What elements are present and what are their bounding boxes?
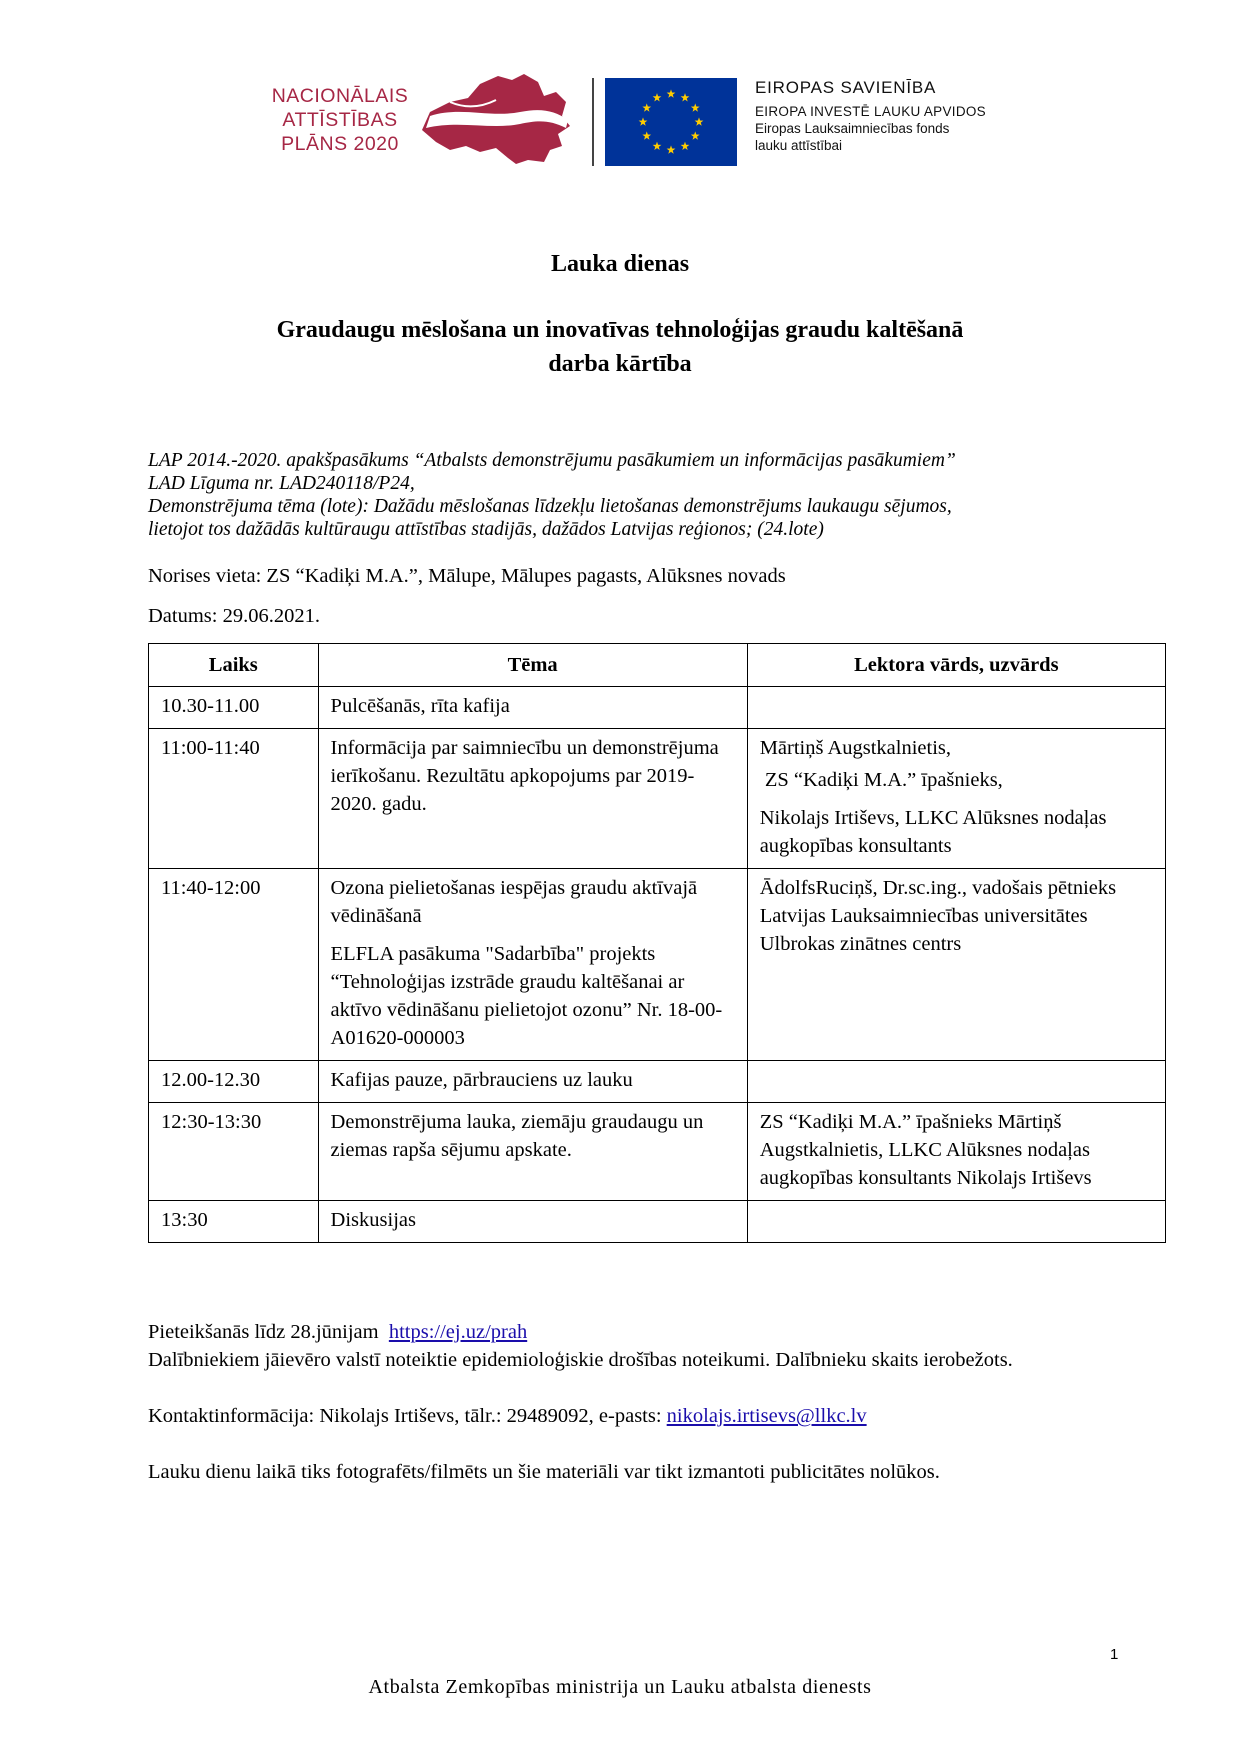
cell-time: 11:40-12:00: [149, 869, 319, 1061]
cell-topic: [318, 1201, 747, 1243]
event-title: Graudaugu mēslošana un inovatīvas tehnoloģijas graudu kaltēšanā: [276, 317, 964, 343]
cell-topic: [318, 869, 747, 1061]
lecturer-text: ZS “Kadiķi M.A.” īpašnieks,: [759, 769, 1003, 791]
nap-logo-text: [270, 84, 410, 156]
topic-text: Diskusijas: [330, 1209, 416, 1231]
table-row: [149, 1103, 1166, 1201]
epidemiology-note: Dalībniekiem jāievēro valstī noteiktie epidemioloģiskie drošības noteikumi. Dalībnieku skaits ierobežots.: [148, 1349, 1013, 1371]
lecturer-text: Mārtiņš Augstkalnietis,: [759, 737, 952, 759]
cell-topic: [318, 687, 747, 729]
topic-text: Informācija par saimniecību un demonstrējuma ierīkošanu. Rezultātu apkopojums par 2019-2020. gadu.: [330, 737, 719, 815]
agenda-title: darba kārtība: [548, 351, 692, 377]
topic-text: Kafijas pauze, pārbrauciens uz lauku: [330, 1069, 633, 1091]
eu-flag-icon: [605, 78, 737, 166]
column-header-lecturer: Lektora vārds, uzvārds: [747, 644, 1165, 687]
page-title: Lauka dienas: [550, 251, 690, 277]
cell-lecturer: [747, 869, 1165, 1061]
topic-text: ELFLA pasākuma "Sadarbība" projekts “Tehnoloģijas izstrāde graudu kaltēšanai ar aktīvo vēdināšanu pielietojot ozonu” Nr. 18-00-A01620-000003: [330, 943, 723, 1049]
venue: Norises vieta: ZS “Kadiķi M.A.”, Mālupe, Mālupes pagasts, Alūksnes novads: [148, 565, 786, 587]
table-row: [149, 729, 1166, 869]
lecturer-text: ĀdolfsRuciņš, Dr.sc.ing., vadošais pētnieks Latvijas Lauksaimniecības universitātes Ulbrokas zinātnes centrs: [759, 877, 1117, 955]
eu-fund-line-1: Eiropas Lauksaimniecības fonds: [755, 121, 950, 136]
agenda-table: [148, 643, 1166, 1243]
cell-time: 10.30-11.00: [149, 687, 319, 729]
lecturer-text: ZS “Kadiķi M.A.” īpašnieks Mārtiņš Augstkalnietis, LLKC Alūksnes nodaļas augkopības konsultants Nikolajs Irtiševs: [759, 1111, 1092, 1189]
registration-text: Pieteikšanās līdz 28.jūnijam: [148, 1321, 384, 1343]
registration-link[interactable]: https://ej.uz/prah: [388, 1321, 528, 1343]
topic-text: Demonstrējuma lauka, ziemāju graudaugu un ziemas rapša sējumu apskate.: [330, 1111, 704, 1161]
cell-lecturer: [747, 1103, 1165, 1201]
header-divider: [592, 78, 594, 166]
nap-line-2: ATTĪSTĪBAS: [282, 109, 398, 131]
program-info-line: LAP 2014.-2020. apakšpasākums “Atbalsts demonstrējumu pasākumiem un informācijas pasākumiem”: [148, 450, 956, 471]
table-row: [149, 687, 1166, 729]
topic-text: Ozona pielietošanas iespējas graudu aktīvajā vēdināšanā: [330, 877, 698, 927]
cell-time: 12.00-12.30: [149, 1061, 319, 1103]
cell-topic: [318, 1103, 747, 1201]
contact-line: [148, 1402, 1108, 1430]
notes-section: [148, 1318, 1108, 1486]
cell-time: 11:00-11:40: [149, 729, 319, 869]
eu-logo-text: [755, 78, 986, 154]
photo-notice: Lauku dienu laikā tiks fotografēts/filmēts un šie materiāli var tikt izmantoti publicitātes nolūkos.: [148, 1461, 940, 1483]
contact-email-link[interactable]: nikolajs.irtisevs@llkc.lv: [666, 1405, 867, 1427]
program-info: [148, 449, 956, 541]
table-row: [149, 869, 1166, 1061]
cell-lecturer: [747, 1201, 1165, 1243]
logo-header: [270, 72, 1010, 172]
latvia-map-icon: [420, 72, 580, 167]
page-number: 1: [1110, 1646, 1119, 1663]
contact-text: Kontaktinformācija: Nikolajs Irtiševs, tālr.: 29489092, e-pasts:: [148, 1405, 667, 1427]
lecturer-text: Nikolajs Irtiševs, LLKC Alūksnes nodaļas augkopības konsultants: [759, 807, 1107, 857]
eu-subtitle: EIROPA INVESTĒ LAUKU APVIDOS: [755, 104, 986, 119]
cell-time: 13:30: [149, 1201, 319, 1243]
eu-title: EIROPAS SAVIENĪBA: [755, 78, 937, 97]
program-info-line: lietojot tos dažādās kultūraugu attīstības stadijās, dažādos Latvijas reģionos; (24.lote): [148, 519, 824, 540]
table-row: [149, 1201, 1166, 1243]
nap-line-3: PLĀNS 2020: [281, 133, 399, 155]
support-footer: Atbalsta Zemkopības ministrija un Lauku atbalsta dienests: [368, 1676, 872, 1698]
registration-line: [148, 1318, 1108, 1346]
cell-lecturer: [747, 1061, 1165, 1103]
nap-line-1: NACIONĀLAIS: [271, 85, 409, 107]
column-header-time: Laiks: [149, 644, 319, 687]
cell-topic: [318, 1061, 747, 1103]
program-info-line: Demonstrējuma tēma (lote): Dažādu mēslošanas līdzekļu lietošanas demonstrējums laukaugu sējumos,: [148, 496, 952, 517]
topic-text: Pulcēšanās, rīta kafija: [330, 695, 510, 717]
cell-topic: [318, 729, 747, 869]
cell-time: 12:30-13:30: [149, 1103, 319, 1201]
column-header-topic: Tēma: [318, 644, 747, 687]
eu-fund-line-2: lauku attīstībai: [755, 138, 843, 153]
cell-lecturer: [747, 687, 1165, 729]
table-header-row: [149, 644, 1166, 687]
cell-lecturer: [747, 729, 1165, 869]
event-date: Datums: 29.06.2021.: [148, 605, 320, 627]
program-info-line: LAD Līguma nr. LAD240118/P24,: [148, 473, 415, 494]
table-row: [149, 1061, 1166, 1103]
